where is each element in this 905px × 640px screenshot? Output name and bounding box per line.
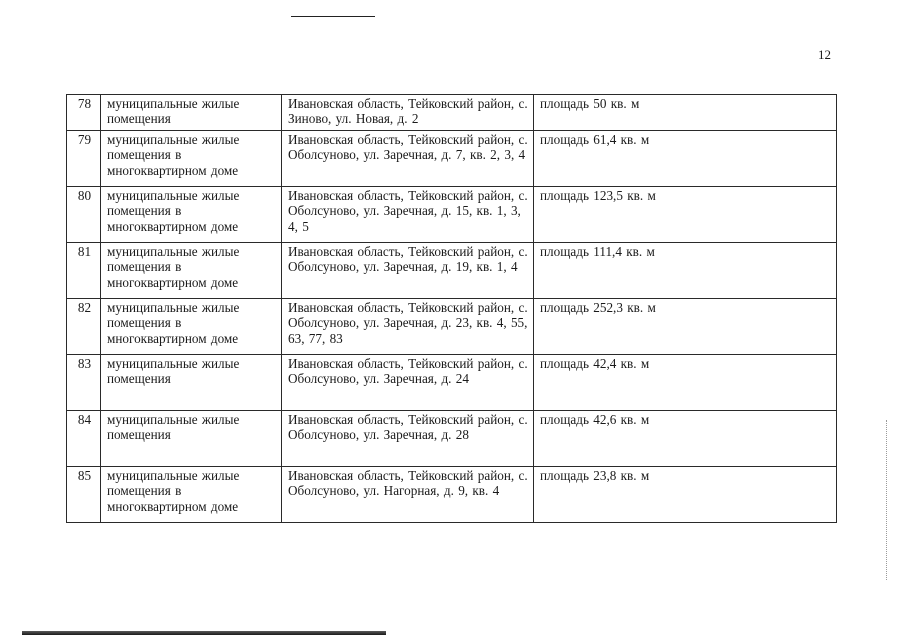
property-address: Ивановская область, Тейковский район, с. Оболсуново, ул. Заречная, д. 15, кв. 1, 3, 4, 5 — [282, 187, 534, 243]
header-rule — [291, 16, 375, 17]
property-type: муниципальные жилые помещения в многоквартирном доме — [101, 243, 282, 299]
property-area: площадь 111,4 кв. м — [534, 243, 837, 299]
property-area: площадь 23,8 кв. м — [534, 467, 837, 523]
scan-artifact-bottom-bar — [22, 631, 386, 635]
row-number: 81 — [67, 243, 101, 299]
property-address: Ивановская область, Тейковский район, с. Оболсуново, ул. Заречная, д. 19, кв. 1, 4 — [282, 243, 534, 299]
page-number: 12 — [818, 47, 831, 62]
table-row — [67, 411, 837, 467]
property-address: Ивановская область, Тейковский район, с. Зиново, ул. Новая, д. 2 — [282, 95, 534, 131]
property-type: муниципальные жилые помещения в многоквартирном доме — [101, 187, 282, 243]
row-number: 85 — [67, 467, 101, 523]
row-number: 79 — [67, 131, 101, 187]
property-type: муниципальные жилые помещения — [101, 411, 282, 467]
row-number: 82 — [67, 299, 101, 355]
property-area: площадь 42,4 кв. м — [534, 355, 837, 411]
scan-artifact-edge — [886, 420, 889, 580]
table-row — [67, 95, 837, 131]
property-address: Ивановская область, Тейковский район, с. Оболсуново, ул. Заречная, д. 7, кв. 2, 3, 4 — [282, 131, 534, 187]
property-type: муниципальные жилые помещения в многоквартирном доме — [101, 467, 282, 523]
property-address: Ивановская область, Тейковский район, с. Оболсуново, ул. Заречная, д. 28 — [282, 411, 534, 467]
property-address: Ивановская область, Тейковский район, с. Оболсуново, ул. Заречная, д. 24 — [282, 355, 534, 411]
property-type: муниципальные жилые помещения — [101, 95, 282, 131]
property-area: площадь 61,4 кв. м — [534, 131, 837, 187]
table-row — [67, 243, 837, 299]
property-area: площадь 252,3 кв. м — [534, 299, 837, 355]
row-number: 78 — [67, 95, 101, 131]
property-type: муниципальные жилые помещения в многоквартирном доме — [101, 299, 282, 355]
table-row — [67, 187, 837, 243]
property-area: площадь 123,5 кв. м — [534, 187, 837, 243]
row-number: 84 — [67, 411, 101, 467]
property-area: площадь 50 кв. м — [534, 95, 837, 131]
table-row — [67, 131, 837, 187]
property-type: муниципальные жилые помещения — [101, 355, 282, 411]
property-address: Ивановская область, Тейковский район, с. Оболсуново, ул. Нагорная, д. 9, кв. 4 — [282, 467, 534, 523]
property-type: муниципальные жилые помещения в многоквартирном доме — [101, 131, 282, 187]
property-registry-table — [66, 94, 837, 523]
property-area: площадь 42,6 кв. м — [534, 411, 837, 467]
property-address: Ивановская область, Тейковский район, с. Оболсуново, ул. Заречная, д. 23, кв. 4, 55, 63, 77, 83 — [282, 299, 534, 355]
table-row — [67, 299, 837, 355]
row-number: 83 — [67, 355, 101, 411]
row-number: 80 — [67, 187, 101, 243]
table-row — [67, 467, 837, 523]
table-row — [67, 355, 837, 411]
